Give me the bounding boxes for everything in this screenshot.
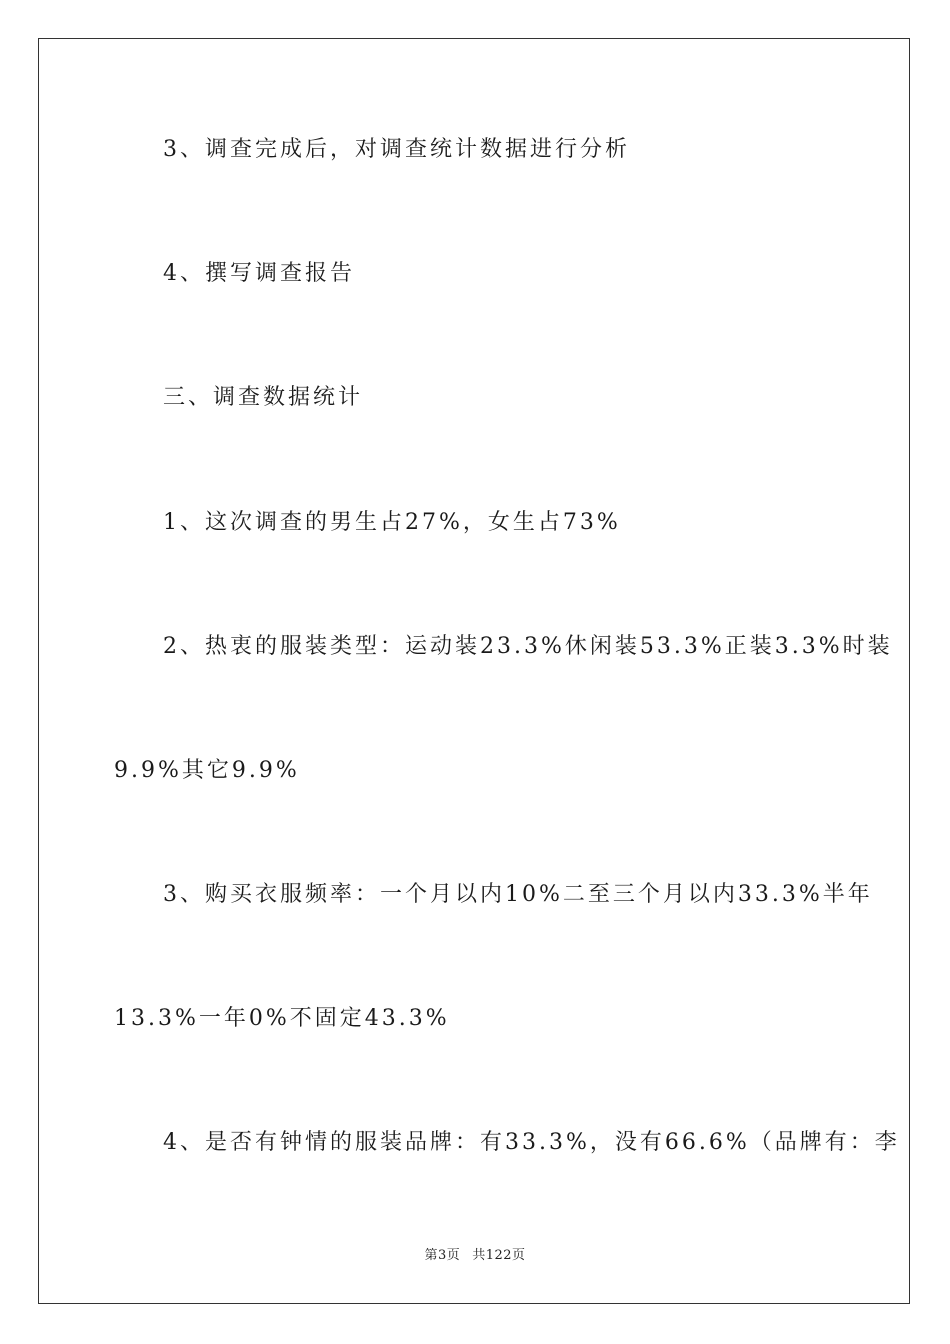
paragraph-purchase-frequency-continued: 13.3%一年0%不固定43.3%	[114, 1006, 450, 1031]
paragraph-clothing-type: 2、热衷的服装类型：运动装23.3%休闲装53.3%正装3.3%时装	[163, 634, 893, 659]
paragraph-brand-preference: 4、是否有钟情的服装品牌：有33.3%，没有66.6%（品牌有：李	[163, 1130, 900, 1155]
section-heading-data-statistics: 三、调查数据统计	[163, 385, 364, 410]
paragraph-step-4-report: 4、撰写调查报告	[163, 261, 355, 286]
page-total: 共122页	[472, 1248, 526, 1263]
paragraph-purchase-frequency: 3、购买衣服频率：一个月以内10%二至三个月以内33.3%半年	[163, 882, 873, 907]
paragraph-clothing-type-continued: 9.9%其它9.9%	[114, 758, 300, 783]
page-border	[38, 38, 910, 1304]
paragraph-step-3-analysis: 3、调查完成后，对调查统计数据进行分析	[163, 137, 630, 162]
paragraph-gender-ratio: 1、这次调查的男生占27%，女生占73%	[163, 510, 621, 535]
page-number: 第3页	[424, 1248, 461, 1263]
page-footer	[0, 1247, 950, 1265]
